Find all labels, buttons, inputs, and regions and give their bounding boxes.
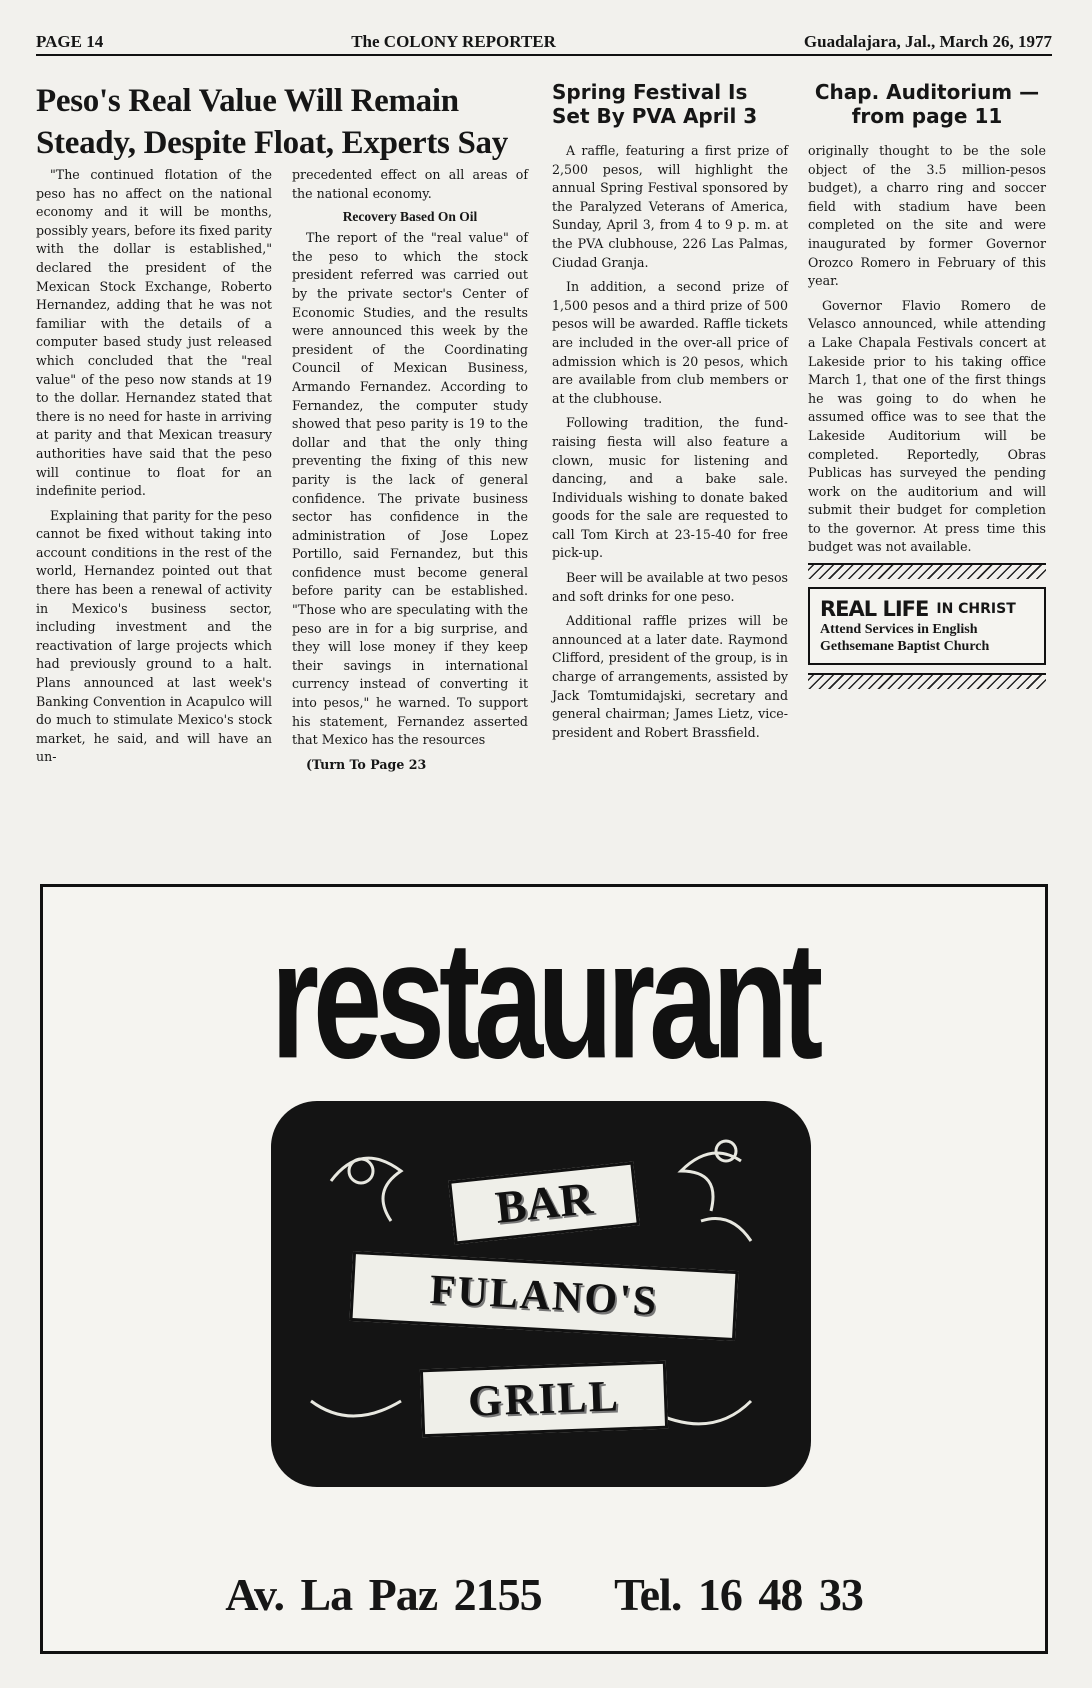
ad-contact <box>43 1568 1045 1621</box>
grill-banner: GRILL <box>420 1361 668 1438</box>
auditorium-paragraph: originally thought to be the sole object of the 3.5 million-pesos budget), a charro ring and soccer field with stadium have been completed on the site and were inaugurated by former Governor Orozco Romero in February of this year. <box>808 143 1046 289</box>
bar-banner: BAR <box>448 1161 640 1244</box>
peso-column-2 <box>292 166 528 780</box>
festival-paragraph: Following tradition, the fund-raising fiesta will also feature a clown, music for listening and dancing, and a bake sale. Individuals wishing to donate baked goods for the sale are requested to call Tom Kirch at 23-15-40 for free pick-up. <box>552 415 788 561</box>
festival-paragraph: In addition, a second prize of 1,500 pesos and a third prize of 500 pesos will be awarded. Raffle tickets are included in the over-all price of admission which is 20 pesos, which are available from club members or at the clubhouse. <box>552 279 788 406</box>
peso-paragraph: "The continued flotation of the peso has no affect on the national economy and it will be months, possibly years, before its fixed parity with the dollar is established," declared the president of the Mexican Stock Exchange, Roberto Hernandez, adding that he was not familiar with the details of a computer based study just released which concluded that the "real value" of the peso now stands at 19 to the dollar. Hernandez stated that there is no need for haste in arriving at parity and that Mexican treasury authorities have said that the peso will continue to float for an indefinite period. <box>36 167 272 499</box>
in-christ-label: IN CHRIST <box>936 601 1016 618</box>
masthead <box>36 30 1052 56</box>
auditorium-headline: Chap. Auditorium — from page 11 <box>814 80 1040 128</box>
peso-subhead: Recovery Based On Oil <box>342 209 478 225</box>
festival-paragraph: A raffle, featuring a first prize of 2,500 pesos, will highlight the annual Spring Festival sponsored by the Paralyzed Veterans of America, Sunday, April 3, from 4 to 9 p. m. at the PVA clubhouse, 226 Las Palmas, Ciudad Granja. <box>552 143 788 270</box>
peso-paragraph: precedented effect on all areas of the national economy. <box>292 167 528 201</box>
ad-phone: Tel. 16 48 33 <box>614 1569 863 1620</box>
festival-paragraph: Additional raffle prizes will be announced at a later date. Raymond Clifford, president of the group, is in charge of arrangements, assisted by Jack Tomtumidajski, secretary and general chairman; James Lietz, vice-president and Robert Brassfield. <box>552 613 788 740</box>
wavy-rule <box>808 673 1046 689</box>
page-number: PAGE 14 <box>36 32 104 51</box>
church-line: Gethsemane Baptist Church <box>820 639 990 655</box>
dateline: Guadalajara, Jal., March 26, 1977 <box>803 32 1052 51</box>
real-life-box <box>808 587 1046 665</box>
festival-article <box>552 80 788 748</box>
services-line: Attend Services in English <box>820 622 978 638</box>
auditorium-article <box>808 80 1046 695</box>
ad-title: restaurant <box>270 907 818 1094</box>
festival-headline: Spring Festival Is Set By PVA April 3 <box>552 80 758 128</box>
fulanos-banner: FULANO'S <box>349 1251 738 1341</box>
festival-paragraph: Beer will be available at two pesos and soft drinks for one peso. <box>552 570 788 604</box>
auditorium-paragraph: Governor Flavio Romero de Velasco announced, while attending a Lake Chapala Festivals concert at Lakeside prior to his taking office March 1, that one of the first things he was going to do when he assumed office was to see that the Lakeside Auditorium will be completed. Reportedly, Obras Publicas has surveyed the pending work on the auditorium and will submit their budget for completion to the governor. At press time this budget was not available. <box>808 297 1046 555</box>
turn-to-page: (Turn To Page 23 <box>306 756 427 772</box>
fulanos-logo <box>271 1101 811 1487</box>
peso-paragraph: The report of the "real value" of the peso to which the stock president referred was carried out by the private sector's Center of Economic Studies, and the results were announced this week by the president of the Coordinating Council of Mexican Business, Armando Fernandez. According to Fernandez, the computer study showed that peso parity is 19 to the dollar and that the only thing preventing the fixing of this new parity is the lack of general confidence. The private business sector has confidence in the administration of Jose Lopez Portillo, said Fernandez, but this confidence must become general before parity can be established. "Those who are speculating with the peso are in for a big surprise, and they will lose money if they keep their savings in international currency instead of converting it into pesos," he warned. To support his statement, Fernandez asserted that Mexico has the resources <box>292 230 528 748</box>
peso-headline: Peso's Real Value Will Remain Steady, Despite Float, Experts Say <box>36 83 508 161</box>
peso-column-1 <box>36 166 272 773</box>
restaurant-advertisement <box>40 884 1048 1654</box>
peso-paragraph: Explaining that parity for the peso cannot be fixed without taking into account conditions in the rest of the world, Hernandez pointed out that there has been a renewal of activity in Mexico's business sector, including investment and the reactivation of large projects which had previously ground to a halt. Plans announced at last week's Banking Convention in Acapulco will do much to stimulate Mexico's stock market, he said, and will have an un- <box>36 507 272 765</box>
ad-address: Av. La Paz 2155 <box>225 1569 542 1620</box>
real-life-logo: REAL LIFE <box>820 597 929 622</box>
paper-name: The COLONY REPORTER <box>351 32 556 51</box>
wavy-rule <box>808 563 1046 579</box>
